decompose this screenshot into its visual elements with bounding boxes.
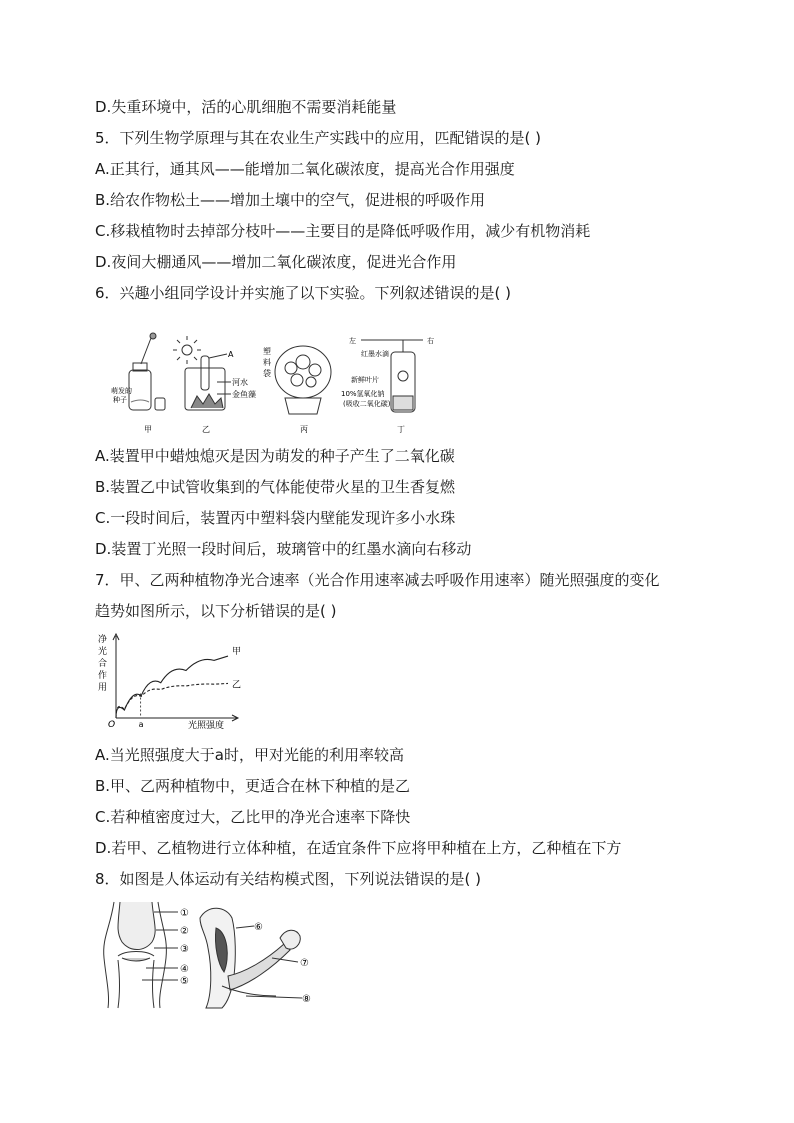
caption-yi: 乙 — [202, 425, 210, 434]
knee-joint-drawing — [104, 902, 167, 1008]
question-8-stem: 8．如图是人体运动有关结构模式图，下列说法错误的是( ) — [95, 870, 482, 888]
q7-option-d: D.若甲、乙植物进行立体种植，在适宜条件下应将甲种植在上方，乙种植在下方 — [95, 839, 622, 857]
leaf-label: 新鲜叶片 — [351, 376, 379, 384]
question-7-stem-line-1: 7．甲、乙两种植物净光合速率（光合作用速率减去呼吸作用速率）随光照强度的变化 — [95, 571, 660, 589]
joint-muscle-figure — [96, 898, 326, 1010]
q7-option-a: A.当光照强度大于a时，甲对光能的利用率较高 — [95, 746, 404, 764]
x-axis-label: 光照强度 — [188, 721, 225, 731]
q7-option-c: C.若种植密度过大，乙比甲的净光合速率下降快 — [95, 808, 411, 826]
series-yi-label: 乙 — [232, 680, 242, 691]
photosynthesis-chart — [92, 630, 252, 732]
caption-bing: 丙 — [300, 425, 308, 434]
device-yi — [173, 336, 231, 410]
ylabel-char-1: 净 — [98, 635, 108, 645]
x-tick-a: a — [138, 720, 144, 729]
series-jia-label: 甲 — [232, 647, 242, 658]
q6-option-b: B.装置乙中试管收集到的气体能使带火星的卫生香复燃 — [95, 478, 456, 496]
arm-drawing — [200, 908, 300, 1008]
q5-option-c: C.移栽植物时去掉部分枝叶——主要目的是降低呼吸作用，减少有机物消耗 — [95, 222, 591, 240]
bag-label-1: 塑 — [263, 347, 271, 356]
ylabel-char-2: 光 — [98, 647, 108, 657]
label-5: ⑤ — [180, 976, 189, 987]
naoh-label: 10%氢氧化钠 — [341, 390, 385, 398]
left-label: 左 — [349, 337, 356, 345]
ylabel-char-5: 用 — [98, 683, 108, 693]
label-6: ⑥ — [254, 922, 263, 933]
q7-option-b: B.甲、乙两种植物中，更适合在林下种植的是乙 — [95, 777, 411, 795]
q6-option-d: D.装置丁光照一段时间后，玻璃管中的红墨水滴向右移动 — [95, 540, 472, 558]
series-jia-line — [116, 656, 228, 718]
q6-option-a: A.装置甲中蜡烛熄灭是因为萌发的种子产生了二氧化碳 — [95, 447, 455, 465]
series-yi-line — [116, 683, 228, 718]
question-6-stem: 6．兴趣小组同学设计并实施了以下实验。下列叙述错误的是( ) — [95, 284, 512, 302]
question-7-stem-line-2: 趋势如图所示，以下分析错误的是( ) — [95, 602, 337, 620]
q5-option-d: D.夜间大棚通风——增加二氧化碳浓度，促进光合作用 — [95, 253, 457, 271]
seed-label-2: 种子 — [113, 396, 127, 404]
experiment-figure — [105, 330, 445, 436]
device-bing — [275, 346, 331, 414]
q4-option-d: D.失重环境中，活的心肌细胞不需要消耗能量 — [95, 98, 397, 116]
label-a: A — [228, 350, 234, 359]
ylabel-char-3: 合 — [98, 659, 108, 669]
device-jia — [129, 333, 165, 410]
q5-option-a: A.正其行，通其风——能增加二氧化碳浓度，提高光合作用强度 — [95, 160, 515, 178]
bag-label-3: 袋 — [263, 369, 271, 378]
seed-label-1: 萌发的 — [111, 387, 132, 395]
plant-label: 金鱼藻 — [232, 390, 256, 399]
ink-label: 红墨水滴 — [361, 350, 389, 358]
q5-option-b: B.给农作物松土——增加土壤中的空气，促进根的呼吸作用 — [95, 191, 486, 209]
origin-label: O — [108, 720, 116, 730]
bag-label-2: 料 — [263, 358, 271, 367]
label-3: ③ — [180, 944, 189, 955]
water-label: 河水 — [232, 378, 248, 387]
label-1: ① — [180, 908, 189, 919]
naoh-note: (吸收二氧化碳) — [343, 400, 391, 408]
label-8: ⑧ — [302, 994, 311, 1005]
caption-jia: 甲 — [144, 425, 152, 434]
right-label: 右 — [427, 337, 434, 345]
label-4: ④ — [180, 964, 189, 975]
question-5-stem: 5．下列生物学原理与其在农业生产实践中的应用，匹配错误的是( ) — [95, 129, 542, 147]
label-7: ⑦ — [300, 958, 309, 969]
q6-option-c: C.一段时间后，装置丙中塑料袋内壁能发现许多小水珠 — [95, 509, 456, 527]
label-2: ② — [180, 926, 189, 937]
caption-ding: 丁 — [397, 425, 405, 434]
ylabel-char-4: 作 — [98, 671, 108, 681]
